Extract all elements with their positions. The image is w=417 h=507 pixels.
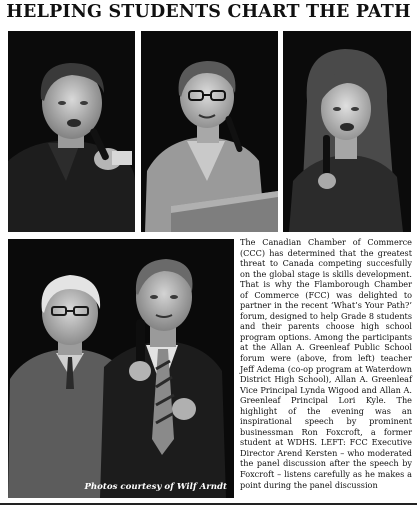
article-body: The Canadian Chamber of Commerce (CCC) has determined that the greatest threat to Canada competing succesfully on the global stage is skills development. That is why the Flamborough Chamber of Commerce (FCC) was delighted to partner in the recent ‘What’s Your Path?’ forum, designed to help Grade 8 students and their parents choose high school program options. Among the participants at the Allan A. Greenleaf Public School forum were (above, from left) teacher Jeff Adema (co-op program at Waterdown District High School), Allan A. Greenleaf Vice Principal Lynda Wigood and Allan A. Greenleaf Principal Lori Kyle. The highlight of the evening was an inspirational speech by prominent businessman Ron Foxcroft, a former student at WDHS. LEFT: FCC Executive Director Arend Kersten – who moderated the panel discussion after the speech by Foxcroft – listens carefully as he makes a point during the panel discussion (240, 237, 412, 490)
photo-panel-discussion (8, 239, 234, 498)
photo-woman-podium (141, 31, 278, 232)
bottom-rule (0, 503, 417, 505)
photo-speaker-man (8, 31, 135, 232)
panel-discussion-image (8, 239, 234, 498)
speaker-man-image (8, 31, 135, 232)
photo-woman-microphone (283, 31, 411, 232)
woman-microphone-image (283, 31, 411, 232)
headline: HELPING STUDENTS CHART THE PATH (6, 2, 411, 22)
woman-podium-image (141, 31, 278, 232)
photo-credit: Photos courtesy of Wilf Arndt (84, 482, 227, 492)
